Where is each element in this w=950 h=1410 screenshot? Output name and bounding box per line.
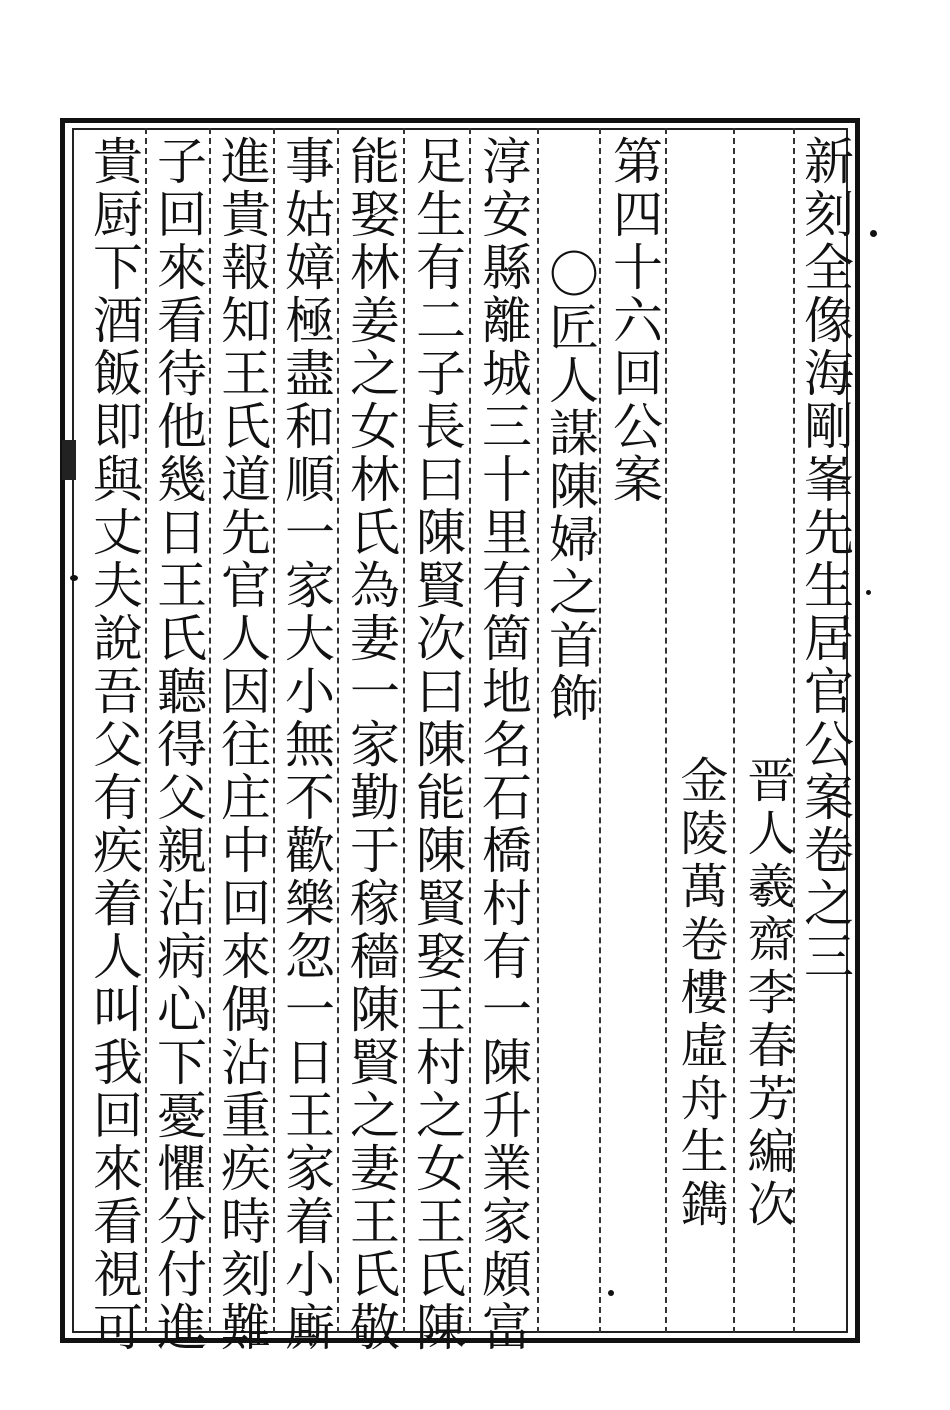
volume-title: 新刻全像海剛峯先生居官公案卷之三: [796, 135, 854, 983]
column-rule: [145, 128, 147, 1333]
text-line-7: 貴厨下酒飯即與丈夫說吾父有疾着人叫我回來看視可: [85, 135, 143, 1354]
author-credit: 晋人羲齋李春芳編次: [739, 755, 795, 1232]
case-title: 〇匠人謀陳婦之首飾: [541, 248, 599, 725]
gutter-mark: [62, 440, 76, 480]
ink-speck: [70, 575, 78, 581]
column-rule: [337, 128, 339, 1333]
column-rule: [209, 128, 211, 1333]
ink-speck: [866, 590, 871, 595]
chapter-heading: 第四十六回公案: [605, 135, 663, 506]
column-rule: [273, 128, 275, 1333]
text-line-6: 子回來看待他幾日王氏聽得父親沾病心下憂懼分付進: [149, 135, 207, 1354]
text-line-1: 淳安縣離城三十里有箇地名石橋村有一陳升業家頗富: [474, 135, 532, 1354]
column-rule: [469, 128, 471, 1333]
ink-speck: [870, 230, 877, 237]
ink-speck: [608, 1290, 614, 1296]
column-rule: [403, 128, 405, 1333]
column-rule: [665, 128, 667, 1333]
text-line-5: 進貴報知王氏道先官人因往庄中回來偶沾重疾時刻難: [213, 135, 271, 1354]
publisher-credit: 金陵萬卷樓虛舟生鐫: [672, 755, 728, 1232]
column-rule: [733, 128, 735, 1333]
column-rule: [537, 128, 539, 1333]
text-line-3: 能娶林姜之女林氏為妻一家勤于稼穡陳賢之妻王氏敬: [342, 135, 400, 1354]
text-line-4: 事姑嫜極盡和順一家大小無不歡樂忽一日王家着小廝: [277, 135, 335, 1354]
text-line-2: 足生有二子長曰陳賢次曰陳能陳賢娶王村之女王氏陳: [408, 135, 466, 1354]
